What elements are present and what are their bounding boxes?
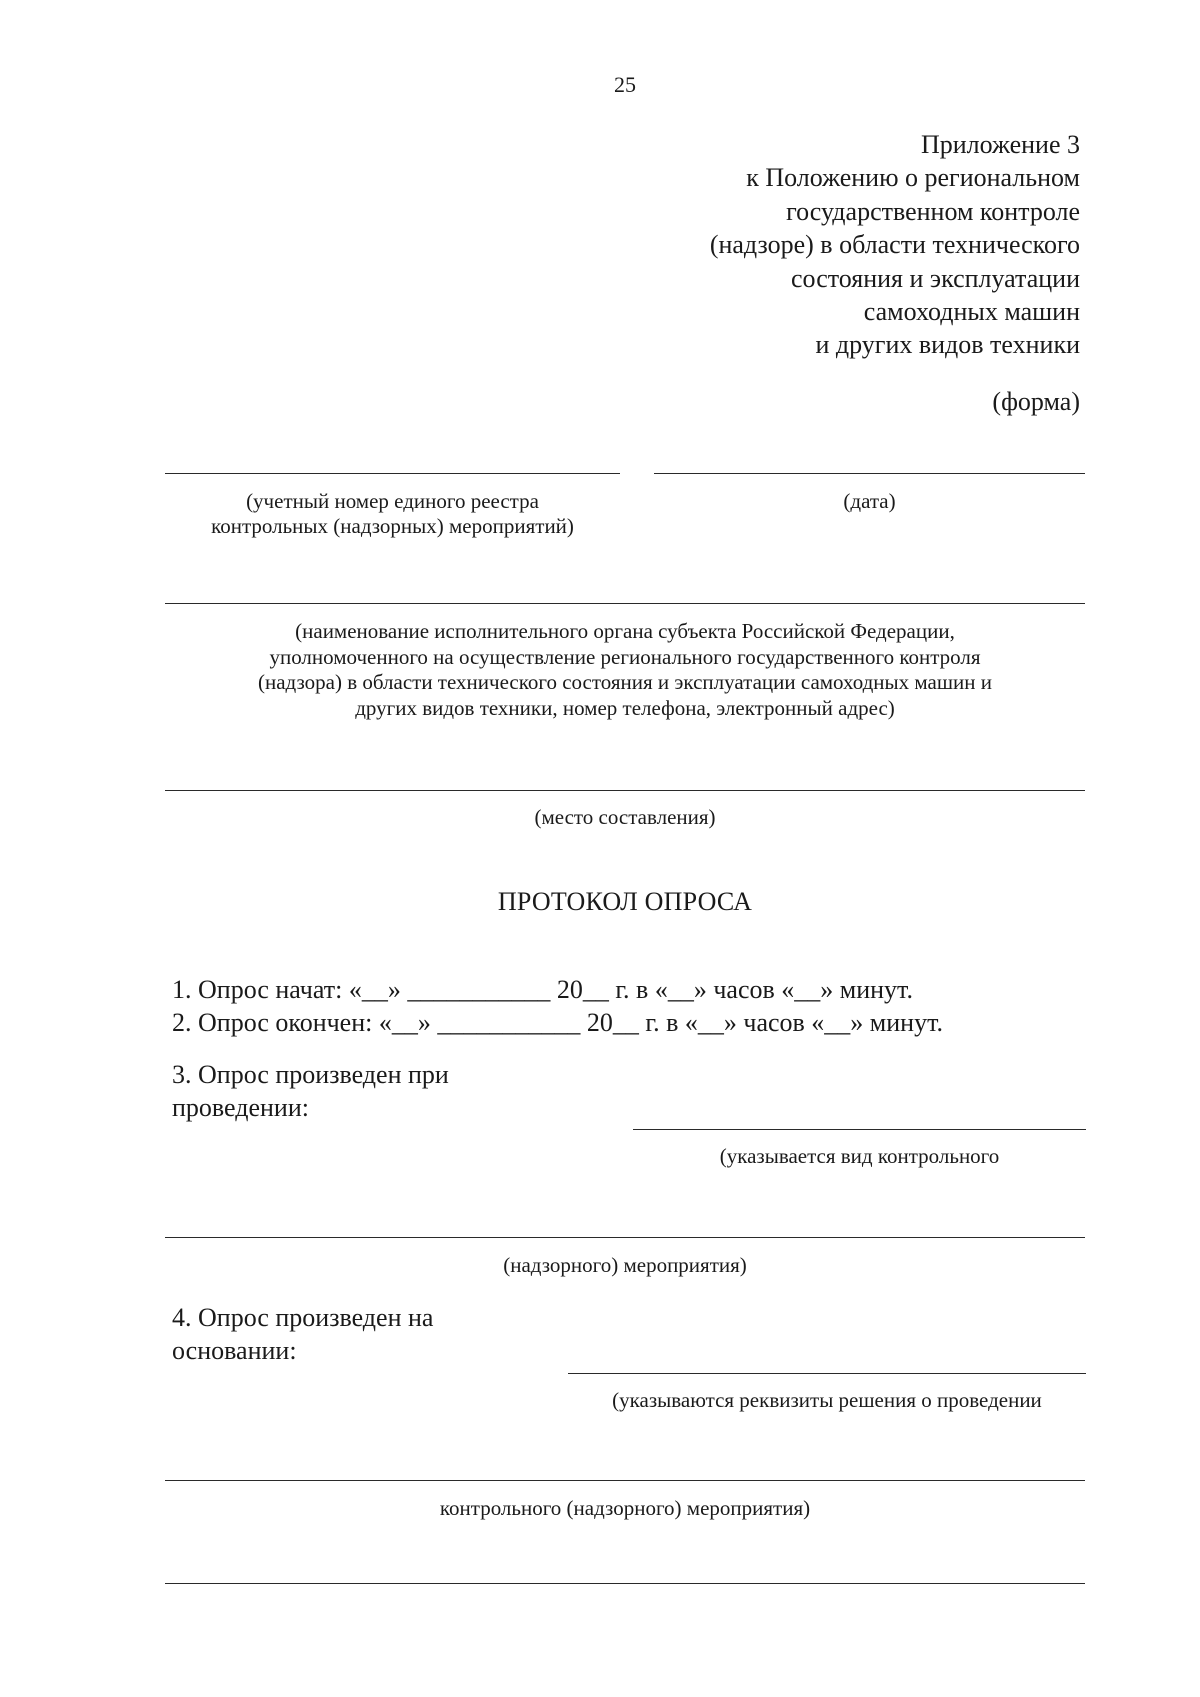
control-type-field[interactable]: [633, 1129, 1086, 1130]
caption-line: других видов техники, номер телефона, электронный адрес): [355, 695, 895, 720]
form-label: (форма): [992, 387, 1080, 416]
control-type-caption-continued: (надзорного) мероприятия): [503, 1253, 747, 1277]
appendix-line: состояния и эксплуатации: [791, 263, 1080, 293]
decision-details-field[interactable]: [568, 1373, 1086, 1374]
place-caption: (место составления): [534, 805, 716, 829]
survey-basis-label: [172, 1301, 433, 1367]
date-caption: (дата): [843, 489, 896, 513]
appendix-line: (надзоре) в области технического: [709, 230, 1080, 260]
item-line: 4. Опрос произведен на: [172, 1303, 434, 1332]
item-line: проведении:: [172, 1093, 309, 1122]
date-field[interactable]: [654, 473, 1085, 474]
survey-ended-line: 2. Опрос окончен: «__» ___________ 20__ г. в «__» часов «__» минут.: [172, 1008, 943, 1037]
control-type-caption: (указывается вид контрольного: [719, 1144, 1000, 1168]
item-line: 3. Опрос произведен при: [172, 1060, 449, 1089]
appendix-line: и других видов техники: [815, 330, 1080, 360]
authority-name-field[interactable]: [165, 603, 1085, 604]
survey-during-label: [172, 1058, 449, 1124]
document-title: ПРОТОКОЛ ОПРОСА: [497, 887, 753, 916]
appendix-line: самоходных машин: [863, 297, 1080, 327]
place-field[interactable]: [165, 790, 1085, 791]
control-type-field-continued[interactable]: [165, 1237, 1085, 1238]
decision-details-caption-continued: контрольного (надзорного) мероприятия): [439, 1496, 811, 1520]
blank-field[interactable]: [165, 1583, 1085, 1584]
registry-number-caption: [165, 489, 620, 539]
survey-started-line: 1. Опрос начат: «__» ___________ 20__ г. в «__» часов «__» минут.: [172, 975, 913, 1004]
authority-caption: [165, 619, 1085, 721]
caption-line: контрольных (надзорных) мероприятий): [211, 514, 574, 538]
caption-line: уполномоченного на осуществление регионального государственного контроля: [269, 644, 981, 669]
appendix-line: Приложение 3: [920, 130, 1080, 159]
page-number: 25: [614, 72, 636, 97]
caption-line: (наименование исполнительного органа субъекта Российской Федерации,: [295, 619, 955, 643]
item-line: основании:: [172, 1336, 297, 1365]
appendix-line: к Положению о региональном: [746, 163, 1080, 193]
decision-details-field-continued[interactable]: [165, 1480, 1085, 1481]
caption-line: (учетный номер единого реестра: [246, 489, 539, 513]
caption-line: (надзора) в области технического состояния и эксплуатации самоходных машин и: [257, 670, 993, 694]
decision-details-caption: (указываются реквизиты решения о проведении: [612, 1388, 1042, 1412]
appendix-header: [520, 128, 1080, 362]
appendix-line: государственном контроле: [786, 196, 1080, 226]
registry-number-field[interactable]: [165, 473, 620, 474]
